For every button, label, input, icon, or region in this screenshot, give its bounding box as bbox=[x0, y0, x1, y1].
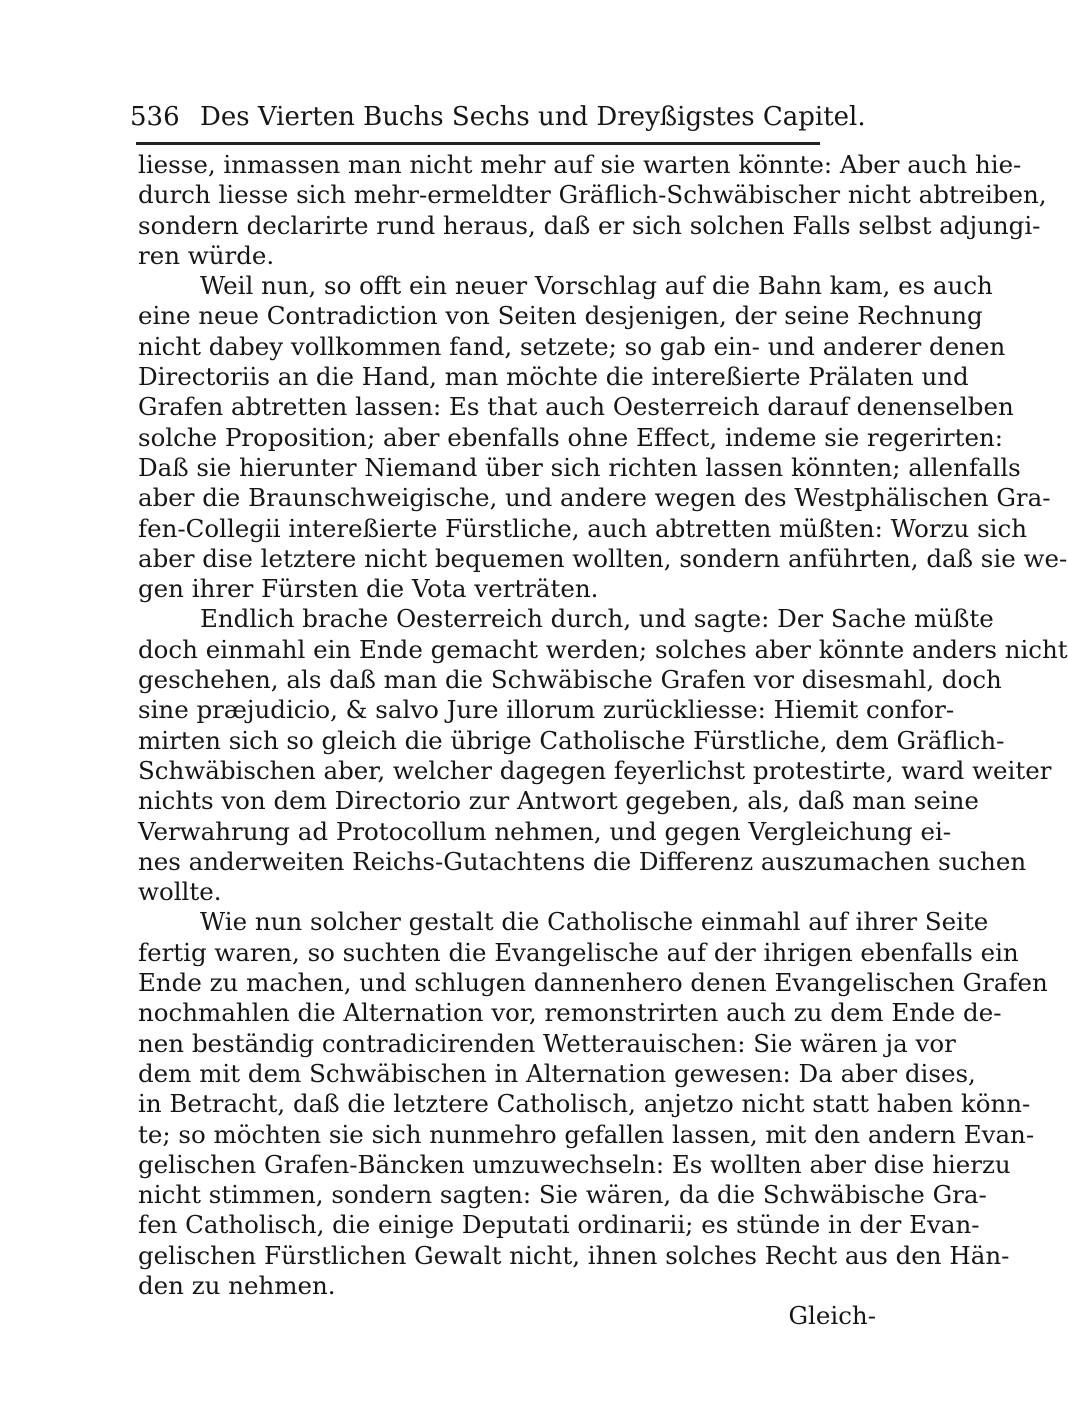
text-line: geschehen, als daß man die Schwäbische Grafen vor disesmahl, doch bbox=[138, 665, 1002, 695]
header-rule bbox=[136, 142, 820, 145]
text-line: eine neue Contradiction von Seiten desjenigen, der seine Rechnung bbox=[138, 301, 983, 331]
paragraph-start-line: Endlich brache Oesterreich durch, und sagte: Der Sache müßte bbox=[200, 604, 994, 634]
text-line: den zu nehmen. bbox=[138, 1270, 336, 1300]
text-line: dem mit dem Schwäbischen in Alternation gewesen: Da aber dises, bbox=[138, 1058, 976, 1088]
text-line: ren würde. bbox=[138, 240, 275, 270]
body-text bbox=[138, 150, 1068, 1332]
text-line: fen-Collegii intereßierte Fürstliche, auch abtretten müßten: Worzu sich bbox=[138, 513, 1027, 543]
text-line: Ende zu machen, und schlugen dannenhero denen Evangelischen Grafen bbox=[138, 968, 1048, 998]
text-line: gelischen Fürstlichen Gewalt nicht, ihnen solches Recht aus den Hän- bbox=[138, 1240, 1010, 1270]
text-line: aber die Braunschweigische, und andere wegen des Westphälischen Gra- bbox=[138, 483, 1051, 513]
catchword: Gleich- bbox=[788, 1301, 876, 1331]
running-title: Des Vierten Buchs Sechs und Dreyßigstes Capitel. bbox=[200, 102, 866, 132]
text-line: fertig waren, so suchten die Evangelische auf der ihrigen ebenfalls ein bbox=[138, 937, 1019, 967]
text-line: in Betracht, daß die letztere Catholisch, anjetzo nicht statt haben könn- bbox=[138, 1089, 1031, 1119]
text-line: mirten sich so gleich die übrige Catholische Fürstliche, dem Gräflich- bbox=[138, 725, 1005, 755]
text-line: nicht stimmen, sondern sagten: Sie wären, da die Schwäbische Gra- bbox=[138, 1180, 987, 1210]
text-line: doch einmahl ein Ende gemacht werden; solches aber könnte anders nicht bbox=[138, 634, 1068, 664]
text-line: gen ihrer Fürsten die Vota verträten. bbox=[138, 574, 599, 604]
text-line: te; so möchten sie sich nunmehro gefallen lassen, mit den andern Evan- bbox=[138, 1119, 1035, 1149]
text-line: gelischen Grafen-Bäncken umzuwechseln: Es wollten aber dise hierzu bbox=[138, 1149, 1011, 1179]
text-line: solche Proposition; aber ebenfalls ohne Effect, indeme sie regerirten: bbox=[138, 422, 1004, 452]
text-line: fen Catholisch, die einige Deputati ordinarii; es stünde in der Evan- bbox=[138, 1210, 980, 1240]
text-line: nen beständig contradicirenden Wetterauischen: Sie wären ja vor bbox=[138, 1028, 956, 1058]
text-line: nochmahlen die Alternation vor, remonstrirten auch zu dem Ende de- bbox=[138, 998, 1002, 1028]
text-line: sondern declarirte rund heraus, daß er sich solchen Falls selbst adjungi- bbox=[138, 210, 1041, 240]
paragraph-start-line: Wie nun solcher gestalt die Catholische einmahl auf ihrer Seite bbox=[200, 907, 989, 937]
text-line: Schwäbischen aber, welcher dagegen feyerlichst protestirte, ward weiter bbox=[138, 755, 1052, 785]
text-line: Verwahrung ad Protocollum nehmen, und gegen Vergleichung ei- bbox=[138, 816, 952, 846]
text-line: liesse, inmassen man nicht mehr auf sie warten könnte: Aber auch hie- bbox=[138, 150, 1022, 179]
text-line: Directoriis an die Hand, man möchte die intereßierte Prälaten und bbox=[138, 362, 969, 392]
text-line: durch liesse sich mehr-ermeldter Gräflich-Schwäbischer nicht abtreiben, bbox=[138, 180, 1047, 210]
text-line: sine præjudicio, & salvo Jure illorum zurückliesse: Hiemit confor- bbox=[138, 695, 955, 725]
text-line: Daß sie hierunter Niemand über sich richten lassen könnten; allenfalls bbox=[138, 452, 1021, 482]
text-line: nichts von dem Directorio zur Antwort gegeben, als, daß man seine bbox=[138, 786, 979, 816]
page-number: 536 bbox=[130, 102, 180, 132]
text-line: Grafen abtretten lassen: Es that auch Oesterreich darauf denenselben bbox=[138, 392, 1014, 422]
text-line: nes anderweiten Reichs-Gutachtens die Differenz auszumachen suchen bbox=[138, 846, 1027, 876]
text-line: wollte. bbox=[138, 877, 222, 907]
paragraph-start-line: Weil nun, so offt ein neuer Vorschlag auf die Bahn kam, es auch bbox=[200, 271, 993, 301]
running-header bbox=[130, 100, 866, 134]
text-line: nicht dabey vollkommen fand, setzete; so gab ein- und anderer denen bbox=[138, 331, 1006, 361]
text-line: aber dise letztere nicht bequemen wollten, sondern anführten, daß sie we- bbox=[138, 543, 1068, 573]
